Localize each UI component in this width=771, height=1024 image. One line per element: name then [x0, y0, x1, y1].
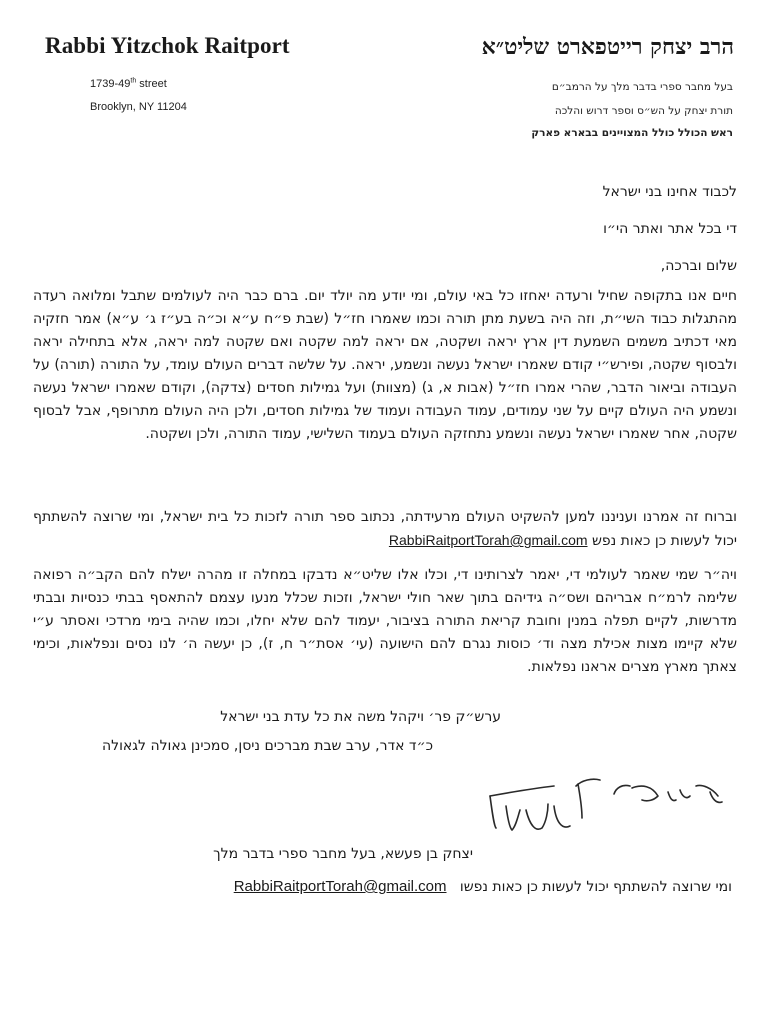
handwritten-signature-icon [482, 766, 732, 846]
street-number-suffix: th [130, 77, 137, 85]
letter-paragraph-2 [33, 506, 737, 553]
greeting-line-1: לכבוד אחינו בני ישראל [602, 184, 737, 200]
closing-line-1: ערש״ק פר׳ ויקהל משה את כל עדת בני ישראל [220, 709, 501, 725]
signer-name: יצחק בן פעשא, בעל מחבר ספרי בדבר מלך [213, 846, 473, 862]
contact-email-link[interactable]: RabbiRaitportTorah@gmail.com [388, 532, 588, 548]
sender-city: Brooklyn, NY 11204 [90, 101, 187, 113]
sender-title-3: ראש הכולל כולל המצויינים בבארא פארק [531, 127, 733, 139]
letter-paragraph-3: ויה״ר שמי שאמר לעולמי די, יאמר לצרותינו די, וכלו אלו שליט״א נדבקו במחלה זו מהרה ישלח להם הקב״ה רפואה שלימה לרמ״ח אבריהם ושס״ה גידיהם בתוך שאר חולי ישראל, וזכות שכלל מנעו עצמם להתאסף בבתי כנסיות ובבתי מדרשות, לקיים תפלה במנין וחובת קריאת התורה בציבור, יעמוד להם שלא יחלו, וכמו שהיה בימי מרדכי ואסתר ע״י שלא קיימו מצות אכילת מצה וד׳ כוסות נגרם להם הישועה (עי׳ אסת״ר ח, ז), כן יעשה ה׳ לנו נסים ונפלאות, וכימי צאתך מארץ מצרים אראנו נפלאות. [33, 567, 737, 675]
footer-text: ומי שרוצה להשתתף יכול לעשות כן כאות נפשו [459, 879, 732, 895]
greeting-line-2: די בכל אתר ואתר הי״ו [603, 221, 737, 237]
greeting-line-3: שלום וברכה, [660, 258, 737, 274]
closing-line-2: כ״ד אדר, ערב שבת מברכים ניסן, סמכינן גאולה לגאולה [101, 738, 433, 754]
street-number: 1739-49 [90, 78, 131, 90]
letter-paragraph-1: חיים אנו בתקופה שחיל ורעדה יאחזו כל באי עולם, ומי יודע מה יולד יום. ברם כבר היה לעולמים שתבל ומלואה רעדה מהתגלות כבוד השי״ת, וזה היה בשעת מתן תורה וכמו שאמרו חז״ל (שבת פ״ח ע״א וכ״ה בע״ז ג׳ ע״א) אמר חזקיה מאי דכתיב משמים השמעת דין ארץ יראה ושקטה, אם יראה למה שקטה ואם שקטה למה יראה, אלא בתחילה יראה ולבסוף שקטה, ופירש״י קודם שאמרו ישראל נעשה ונשמע, יראה. על שלשה דברים העולם עומד, על התורה (תורה) על העבודה וביאור הדבר, שהרי אמרו חז״ל (אבות א, ג) (מצוות) ועל גמילות חסדים (צדקה), וקודם שאמרו ישראל נעשה ונשמע היה העולם קיים על שני עמודים, עמוד העבודה ועמוד של גמילות חסדים, ולכן היה העולם מתרופף, אבל לבסוף שקטה, אחר שאמרו ישראל נעשה ונשמע נתחזקה העולם בעמוד השלישי, עמוד התורה, ולכן ושקטה. [33, 288, 737, 442]
sender-street-address [90, 78, 167, 90]
sender-title-1: בעל מחבר ספרי בדבר מלך על הרמב״ם [551, 81, 733, 93]
paragraph-2-text: וברוח זה אמרנו ועניננו למען להשקיט העולם מרעידתה, נכתוב ספר תורה לזכות כל בית ישראל, ומי שרוצה להשתתף יכול לעשות כן כאות נפש [33, 509, 737, 549]
sender-name-hebrew: הרב יצחק רייטפארט שליט״א [481, 34, 734, 60]
street-name: street [136, 78, 167, 90]
footer-email-link[interactable]: RabbiRaitportTorah@gmail.com [233, 878, 447, 895]
sender-name-english: Rabbi Yitzchok Raitport [45, 33, 290, 58]
footer-contact-line [234, 878, 732, 895]
sender-title-2: תורת יצחק על הש״ס וספר דרוש והלכה [554, 105, 733, 117]
